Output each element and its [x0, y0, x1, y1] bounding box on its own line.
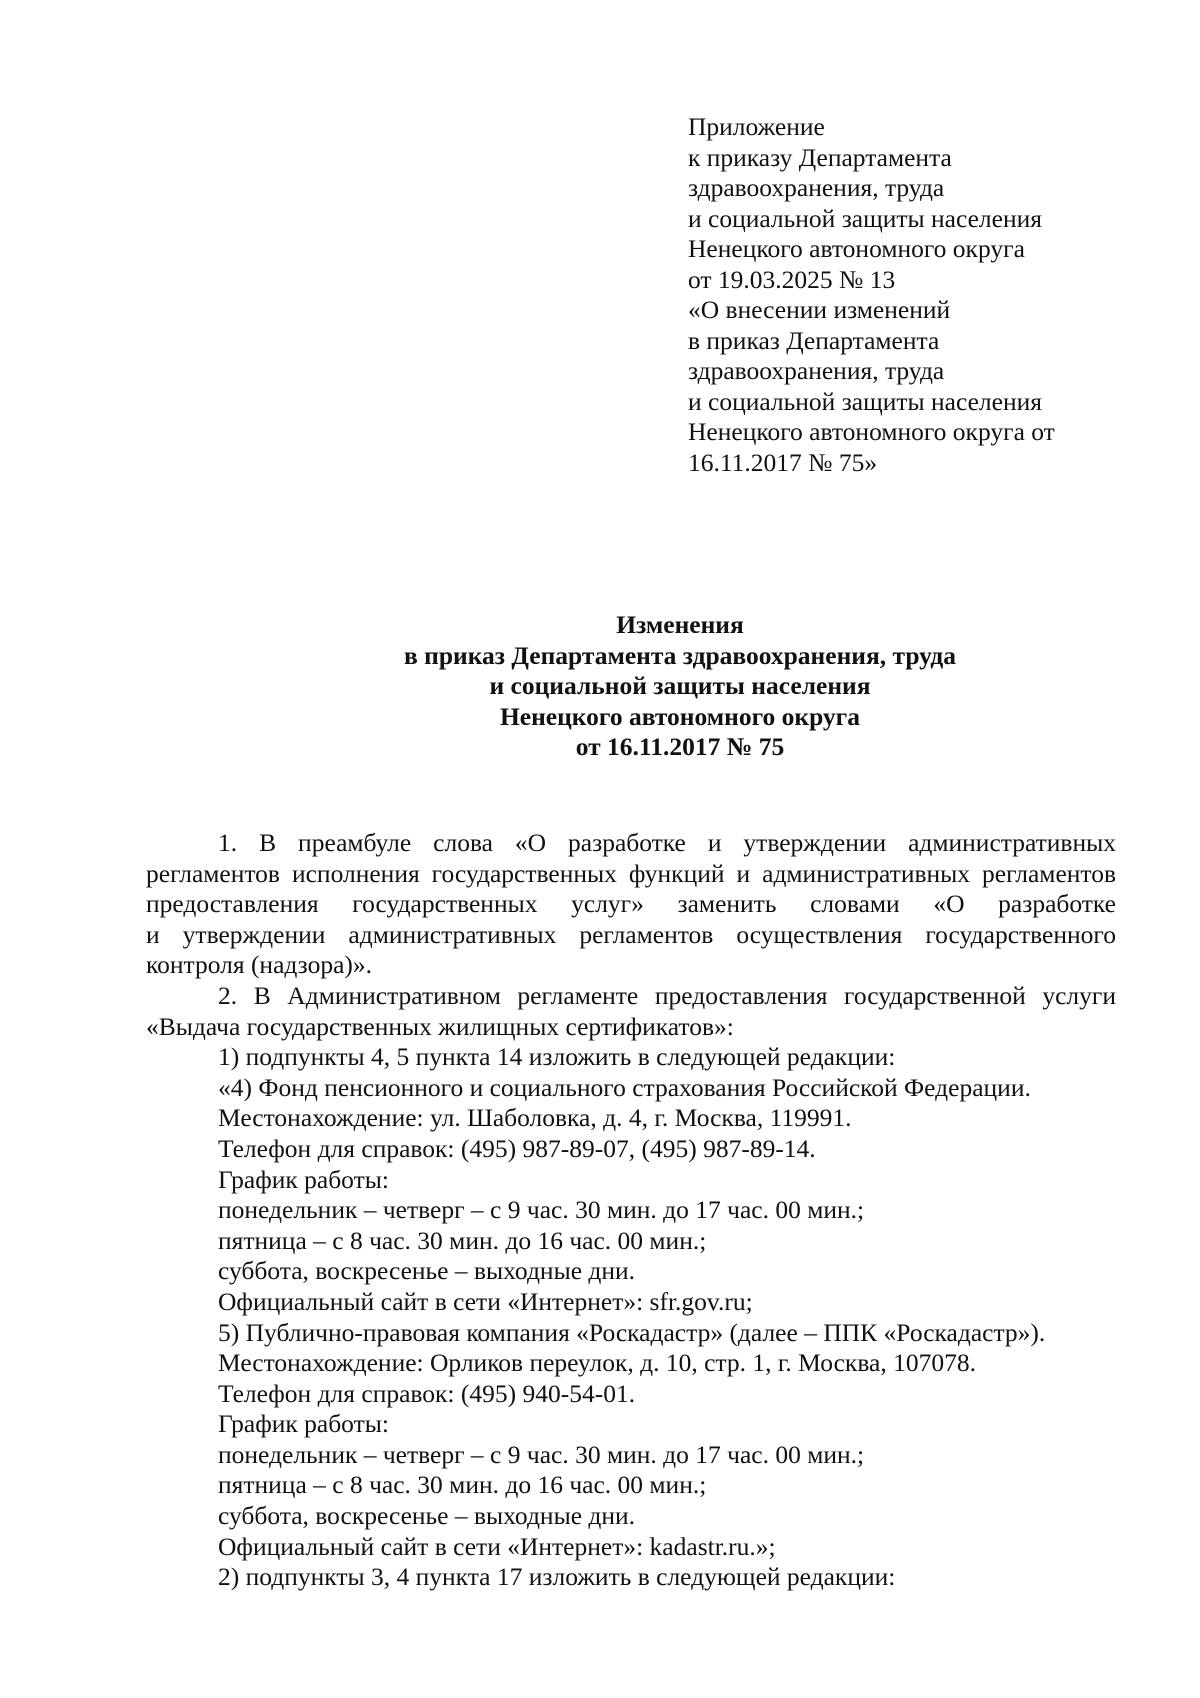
document-body: [146, 828, 1116, 1593]
list-item: суббота, воскресенье – выходные дни.: [218, 1501, 636, 1531]
list-item: График работы:: [218, 1409, 389, 1439]
list-item: 5) Публично-правовая компания «Роскадастр» (далее – ППК «Роскадастр»).: [218, 1317, 1046, 1347]
paragraph-line: 1. В преамбуле слова «О разработке и утверждении административных: [218, 828, 1116, 857]
list-item: Местонахождение: Орликов переулок, д. 10, стр. 1, г. Москва, 107078.: [218, 1348, 976, 1378]
list-item: Официальный сайт в сети «Интернет»: kadastr.ru.»;: [218, 1531, 776, 1561]
items-list: [146, 1042, 1116, 1593]
paragraph-line: 2. В Административном регламенте предоставления государственной услуги: [218, 980, 1116, 1010]
list-item: понедельник – четверг – с 9 час. 30 мин. до 17 час. 00 мин.;: [218, 1439, 865, 1469]
paragraph-line: регламентов исполнения государственных функций и административных регламентов: [146, 858, 1116, 888]
list-item: Телефон для справок: (495) 940-54-01.: [218, 1378, 636, 1408]
list-item: пятница – с 8 час. 30 мин. до 16 час. 00 мин.;: [218, 1225, 707, 1255]
appendix-line: и социальной защиты населения: [688, 386, 1042, 416]
appendix-line: Ненецкого автономного округа от: [688, 417, 1055, 446]
paragraph-line: и утверждении административных регламентов осуществления государственного: [146, 919, 1116, 949]
list-item: суббота, воскресенье – выходные дни.: [218, 1256, 636, 1286]
list-item: понедельник – четверг – с 9 час. 30 мин. до 17 час. 00 мин.;: [218, 1195, 865, 1225]
title-line: в приказ Департамента здравоохранения, труда: [404, 640, 956, 670]
appendix-line: «О внесении изменений: [688, 295, 951, 324]
appendix-line: здравоохранения, труда: [688, 173, 945, 202]
title-line: Ненецкого автономного округа: [499, 701, 861, 731]
paragraph-line: контроля (надзора)».: [146, 950, 373, 980]
appendix-line: здравоохранения, труда: [688, 356, 945, 385]
list-item: График работы:: [218, 1164, 389, 1194]
document-title: [300, 610, 1060, 763]
list-item: «4) Фонд пенсионного и социального страхования Российской Федерации.: [218, 1072, 1031, 1102]
list-item: 2) подпункты 3, 4 пункта 17 изложить в следующей редакции:: [218, 1562, 896, 1592]
paragraph-1: [146, 828, 1116, 981]
paragraph-2: [146, 981, 1116, 1042]
title-line: Изменения: [616, 610, 744, 639]
appendix-line: 16.11.2017 № 75»: [688, 447, 878, 477]
appendix-line: в приказ Департамента: [688, 325, 940, 355]
paragraph-line: «Выдача государственных жилищных сертификатов»:: [146, 1011, 734, 1041]
appendix-block: [688, 112, 1158, 478]
title-line: от 16.11.2017 № 75: [575, 732, 785, 761]
list-item: Телефон для справок: (495) 987-89-07, (495) 987-89-14.: [218, 1133, 816, 1163]
appendix-line: от 19.03.2025 № 13: [688, 264, 896, 294]
title-line: и социальной защиты населения: [489, 671, 871, 700]
appendix-line: Приложение: [688, 112, 825, 141]
list-item: Официальный сайт в сети «Интернет»: sfr.gov.ru;: [218, 1286, 753, 1316]
appendix-line: Ненецкого автономного округа: [688, 234, 1025, 263]
list-item: 1) подпункты 4, 5 пункта 14 изложить в следующей редакции:: [218, 1042, 896, 1072]
appendix-line: к приказу Департамента: [688, 142, 952, 172]
list-item: Местонахождение: ул. Шаболовка, д. 4, г. Москва, 119991.: [218, 1103, 852, 1133]
list-item: пятница – с 8 час. 30 мин. до 16 час. 00 мин.;: [218, 1470, 707, 1500]
paragraph-line: предоставления государственных услуг» заменить словами «О разработке: [146, 889, 1116, 919]
appendix-line: и социальной защиты населения: [688, 203, 1042, 233]
